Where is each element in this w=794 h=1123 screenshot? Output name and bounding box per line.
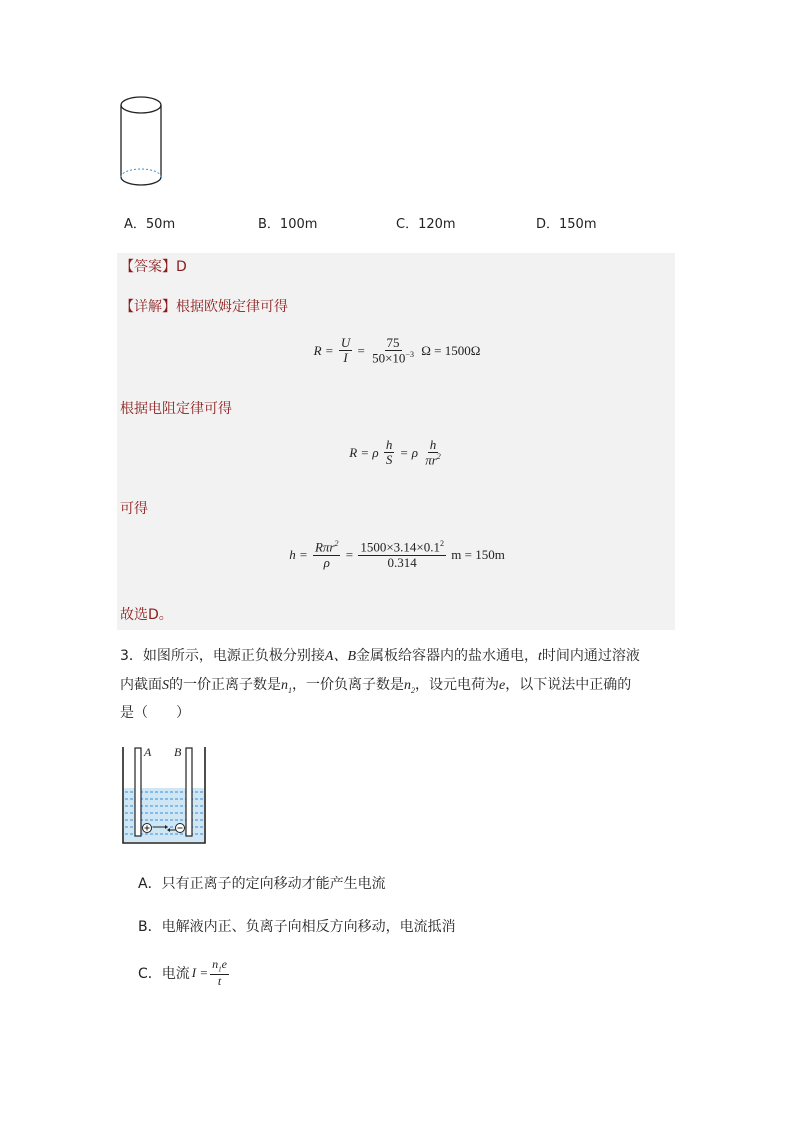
cylinder-figure [116, 93, 168, 189]
q3-text: ，设元电荷为 [415, 677, 499, 693]
eq2-mid: = ρ [399, 444, 418, 460]
q3-text: 的一价正离子数是 [169, 677, 281, 693]
q3-option-c-num-e: e [221, 957, 227, 971]
eq2-frac2-den-exp: 2 [436, 452, 441, 462]
q3-var-ab: A、B [324, 649, 357, 664]
resistance-law-text: 根据电阻定律可得 [120, 401, 232, 417]
q3-var-n1-base: n [281, 678, 288, 693]
eq1-frac1-den: I [343, 350, 348, 366]
q3-option-c-num-sub: 1 [218, 965, 222, 974]
q3-option-c-den: t [217, 974, 222, 989]
option-c[interactable] [396, 213, 456, 232]
q3-option-c-prefix: C．电流 [138, 966, 190, 983]
eq2-frac2-num: h [429, 437, 437, 452]
eq1-frac2-den [370, 351, 416, 366]
detail-line [120, 296, 288, 316]
q3-text: 金属板给容器内的盐水通电， [356, 648, 539, 664]
electrolysis-figure [118, 742, 210, 846]
cylinder-bottom-front [121, 177, 161, 185]
conclusion-text: 故选D。 [120, 607, 173, 623]
q3-stem-line3: 是（ ） [120, 705, 190, 721]
q3-var-n2 [404, 678, 415, 693]
option-value: 120m [418, 217, 456, 232]
eq2-frac1-num: h [385, 437, 393, 453]
q3-stem-line1 [120, 645, 640, 665]
q3-text: 时间内通过溶液 [541, 648, 640, 664]
eq1-frac2 [370, 336, 416, 366]
option-d[interactable] [536, 213, 597, 232]
eq2-frac1 [384, 438, 395, 468]
q3-var-n2-base: n [404, 678, 411, 693]
plate-a [135, 748, 141, 836]
q3-var-e: e [499, 678, 506, 693]
q3-stem-line2 [120, 674, 631, 695]
q3-var-n2-sub: 2 [411, 685, 415, 695]
eq3-frac2-num-base: 1500×3.14×0.1 [360, 539, 440, 555]
eq1-frac2-num: 75 [386, 335, 400, 350]
detail-label: 【详解】 [120, 299, 176, 315]
q3-text: ，一价负离子数是 [292, 677, 404, 693]
eq3-frac2-den: 0.314 [387, 554, 417, 570]
option-b[interactable] [258, 213, 317, 232]
option-value: 150m [559, 217, 597, 232]
eq3-lhs: h = [289, 546, 308, 562]
option-letter: B． [258, 217, 280, 232]
q3-var-t: t [538, 649, 542, 664]
q3-option-a[interactable]: A．只有正离子的定向移动才能产生电流 [138, 876, 386, 892]
q3-text: ，以下说法中正确的 [505, 677, 632, 693]
eq2-lhs: R = ρ [349, 444, 379, 460]
eq2-frac2 [423, 438, 443, 468]
eq3-equals: = [345, 546, 354, 562]
eq2-frac2-den-base: πr [425, 452, 437, 468]
answer-value: D [176, 259, 187, 275]
option-letter: D． [536, 217, 560, 232]
answer-label: 【答案】 [120, 259, 176, 275]
eq1-frac1-num: U [340, 335, 351, 351]
q3-var-n1-sub: 1 [288, 685, 292, 695]
q3-option-c-frac [210, 958, 229, 988]
eq1-equals: = [357, 342, 365, 358]
q3-option-c-num [210, 958, 229, 975]
eq1-result: Ω = 1500Ω [421, 342, 481, 358]
option-value: 100m [279, 217, 318, 232]
eq3-result: m = 150m [451, 546, 505, 562]
eq1-frac2-den-exp: −3 [405, 350, 414, 360]
equation-ohm [0, 336, 794, 366]
therefore-text: 可得 [120, 501, 148, 517]
option-letter: A． [124, 217, 146, 232]
eq3-frac1-den: ρ [323, 554, 330, 570]
eq3-frac1-num-exp: 2 [334, 539, 339, 548]
q3-text: 内截面 [120, 677, 162, 693]
plate-b-label: B [174, 745, 182, 759]
eq3-frac1-num [313, 540, 341, 556]
option-a[interactable] [124, 213, 175, 232]
q3-option-c[interactable] [138, 958, 231, 988]
cylinder-bottom-back-dashed [121, 169, 161, 177]
eq3-frac2-num [358, 540, 446, 556]
equation-length [0, 540, 794, 570]
equation-resistivity [0, 438, 794, 468]
q3-option-c-lhs: I = [191, 965, 209, 981]
q3-text: 3．如图所示，电源正负极分别接 [120, 648, 325, 664]
eq3-frac1 [313, 540, 341, 570]
eq2-frac1-den: S [385, 452, 393, 468]
eq2-frac2-den [423, 453, 443, 468]
plate-a-label: A [144, 745, 152, 759]
answer-line [120, 256, 187, 276]
eq3-frac2 [358, 540, 446, 570]
q3-var-s: S [162, 678, 169, 693]
option-value: 50m [145, 217, 176, 232]
q3-option-c-num-n: n [212, 957, 219, 971]
q3-option-b[interactable]: B．电解液内正、负离子向相反方向移动，电流抵消 [138, 919, 456, 935]
cylinder-top-ellipse [121, 97, 161, 113]
plate-b [186, 748, 192, 836]
eq1-frac1 [339, 336, 352, 366]
eq1-lhs: R = [313, 342, 334, 358]
eq1-frac2-den-base: 50×10 [372, 350, 406, 366]
eq3-frac2-num-exp: 2 [440, 539, 444, 548]
eq3-frac1-num-base: Rπr [314, 539, 335, 555]
detail-text: 根据欧姆定律可得 [176, 299, 288, 315]
option-letter: C． [396, 217, 419, 232]
q3-var-n1 [281, 678, 292, 693]
